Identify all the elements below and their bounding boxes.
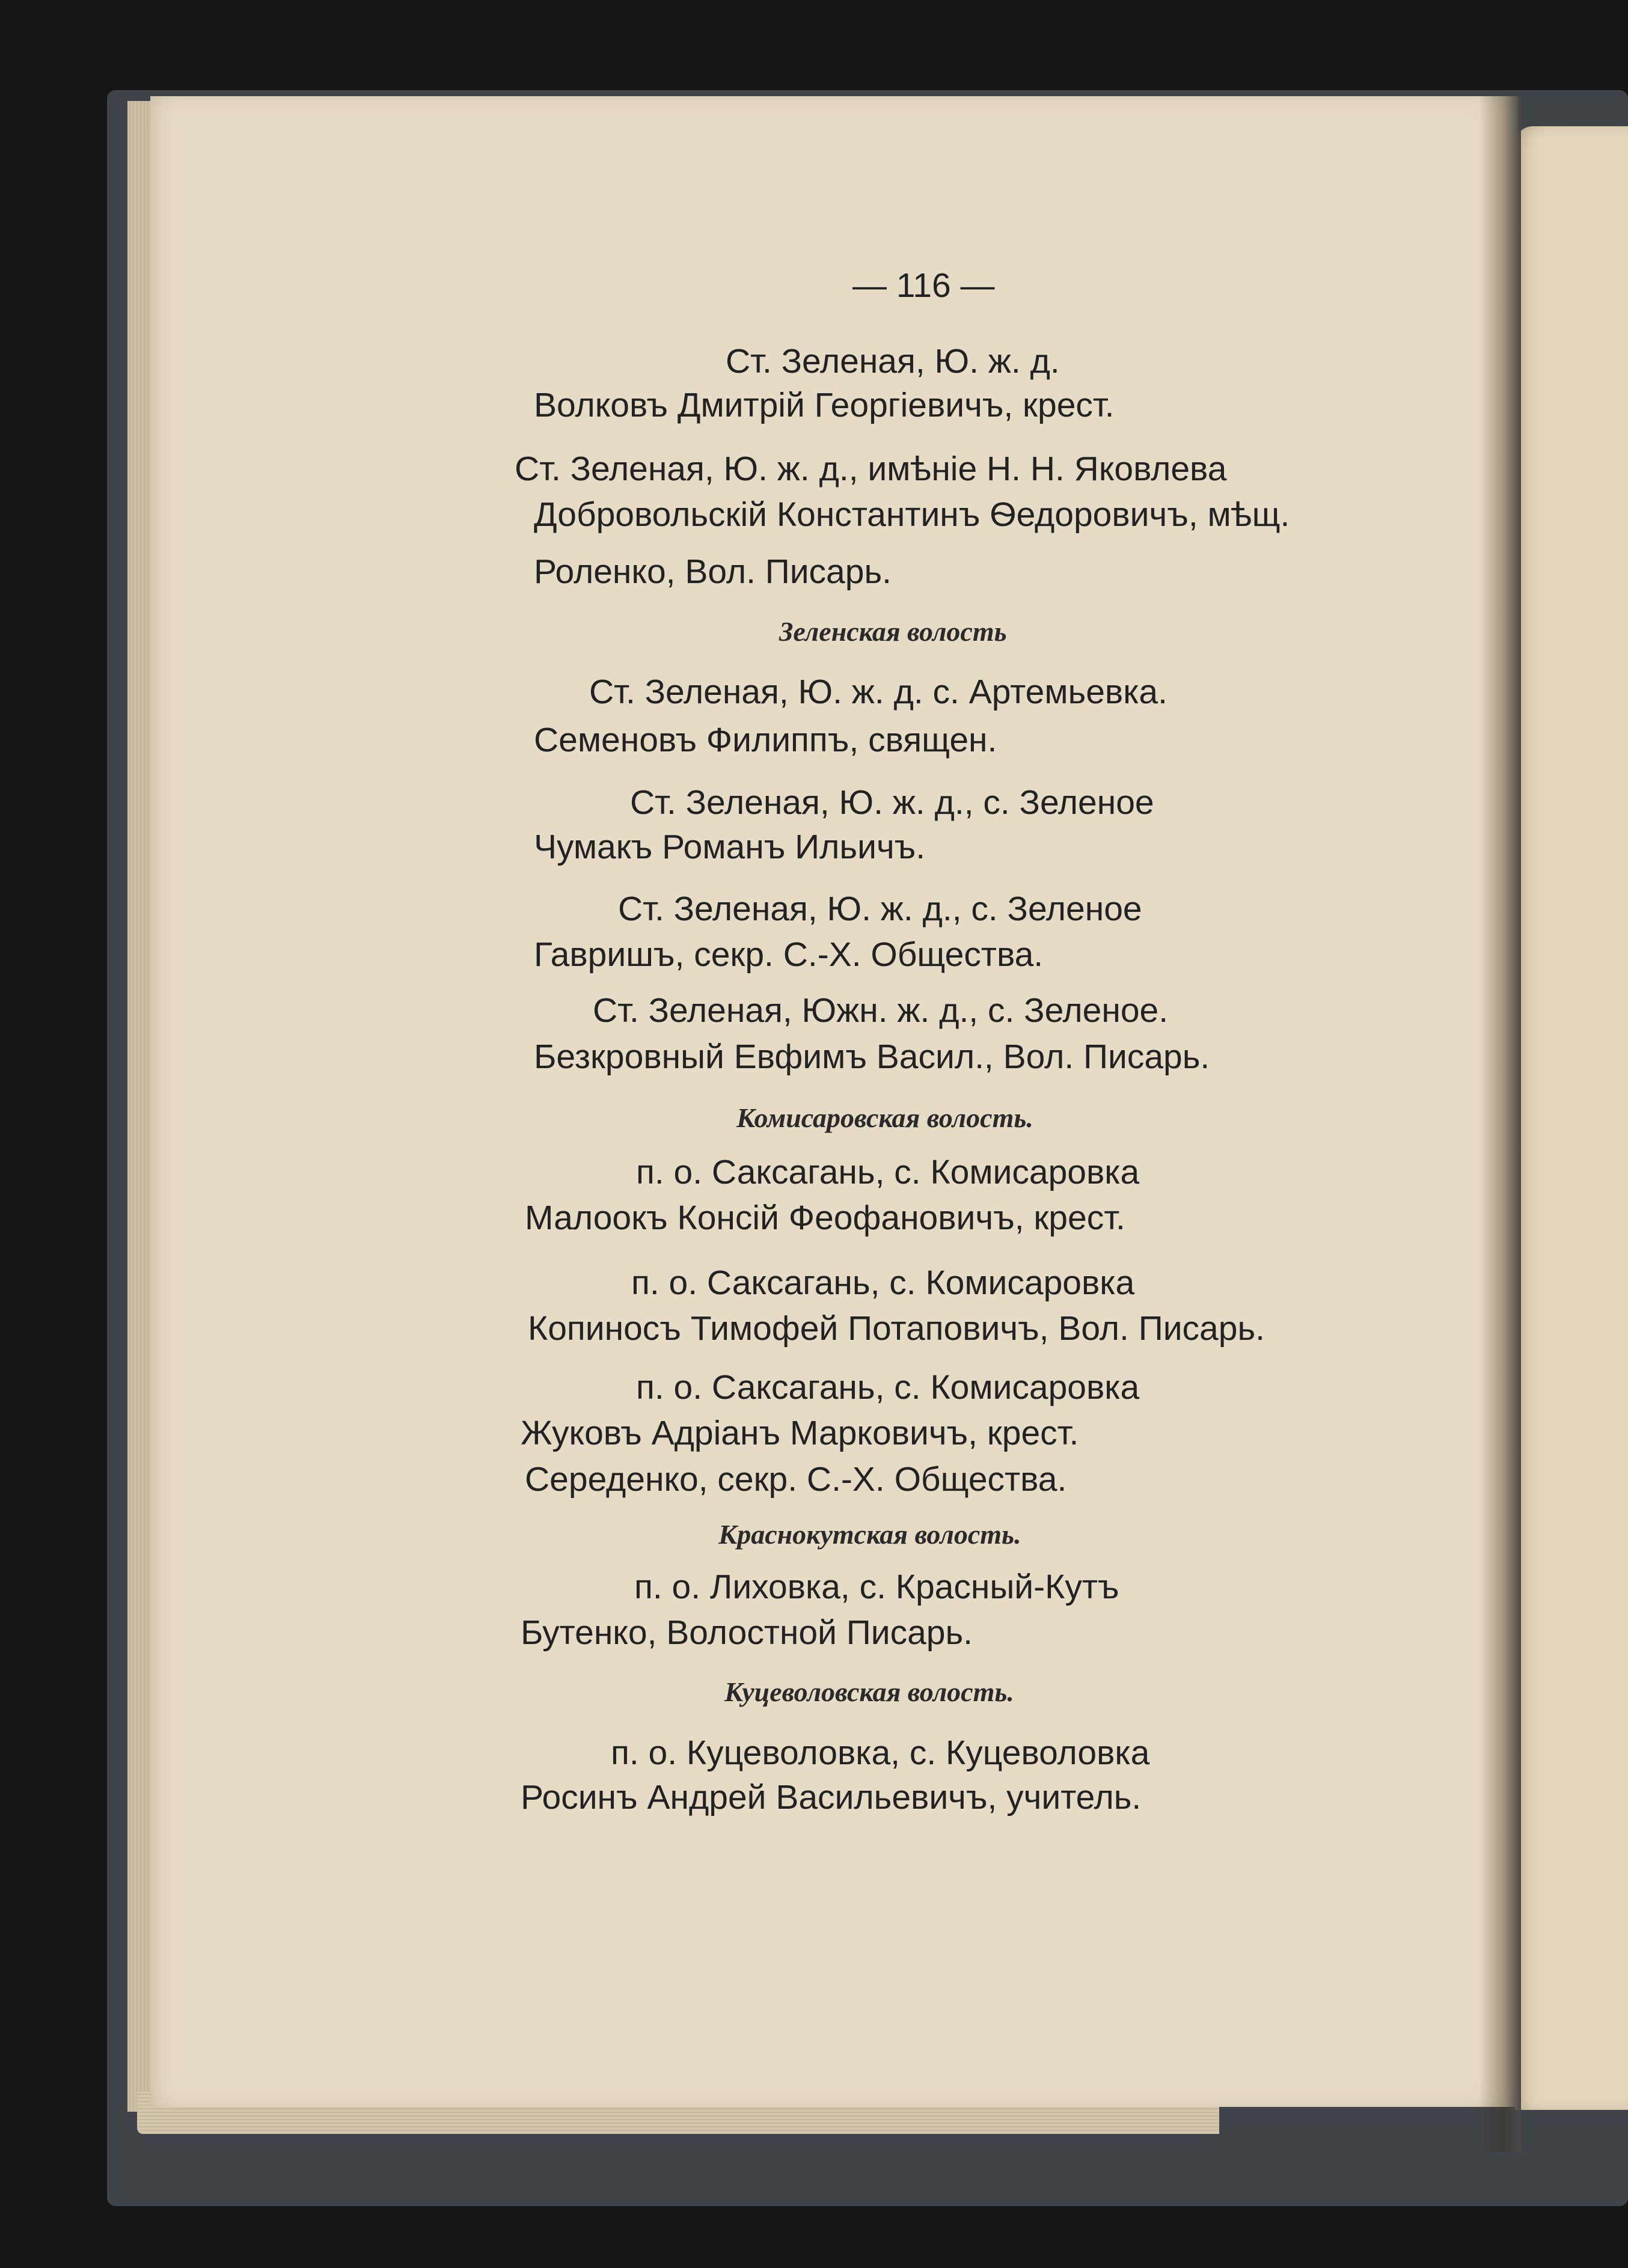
- entry-address: Ст. Зеленая, Южн. ж. д., с. Зеленое.: [593, 991, 1169, 1030]
- section-heading: Краснокутская волость.: [718, 1519, 1021, 1550]
- entry-name: Добровольскій Константинъ Ѳедоровичъ, мѣщ.: [534, 495, 1290, 534]
- entry-name: Семеновъ Филиппъ, священ.: [534, 721, 997, 759]
- entry-address: п. о. Саксагань, с. Комисаровка: [631, 1264, 1135, 1302]
- section-heading: Зеленская волость: [779, 616, 1007, 647]
- entry-address: п. о. Лиховка, с. Красный-Кутъ: [634, 1568, 1119, 1606]
- entry-address: Ст. Зеленая, Ю. ж. д., с. Зеленое: [618, 890, 1142, 928]
- entry-name: Росинъ Андрей Васильевичъ, учитель.: [521, 1778, 1142, 1817]
- page-number: — 116 —: [852, 266, 995, 305]
- entry-name: Малоокъ Консій Феофановичъ, крест.: [525, 1199, 1125, 1237]
- entry-name: Копиносъ Тимофей Потаповичъ, Вол. Писарь.: [528, 1309, 1265, 1348]
- entry-address: Ст. Зеленая, Ю. ж. д.: [726, 342, 1060, 381]
- section-heading: Комисаровская волость.: [736, 1102, 1033, 1133]
- entry-extra: Роленко, Вол. Писарь.: [534, 552, 892, 591]
- entry-name: Безкровный Евфимъ Васил., Вол. Писарь.: [534, 1038, 1210, 1076]
- entry-address: п. о. Куцеволовка, с. Куцеволовка: [611, 1734, 1150, 1772]
- section-heading: Куцеволовская волость.: [724, 1677, 1014, 1707]
- entry-name: Чумакъ Романъ Ильичъ.: [534, 828, 926, 866]
- entry-name: Бутенко, Волостной Писарь.: [521, 1613, 973, 1652]
- facing-page-edge: [1515, 126, 1628, 2110]
- entry-name: Жуковъ Адріанъ Марковичъ, крест.: [521, 1414, 1079, 1452]
- entry-address: Ст. Зеленая, Ю. ж. д., имѣніе Н. Н. Яковлева: [515, 450, 1227, 488]
- entry-name: Волковъ Дмитрій Георгіевичъ, крест.: [534, 386, 1115, 424]
- entry-address: п. о. Саксагань, с. Комисаровка: [636, 1153, 1140, 1191]
- entry-name: Гавришъ, секр. С.-Х. Общества.: [534, 935, 1044, 974]
- entry-extra: Середенко, секр. С.-Х. Общества.: [525, 1460, 1067, 1499]
- entry-address: Ст. Зеленая, Ю. ж. д., с. Зеленое: [630, 783, 1154, 822]
- entry-address: Ст. Зеленая, Ю. ж. д. с. Артемьевка.: [589, 673, 1167, 711]
- page-gutter: [1479, 96, 1521, 2152]
- entry-address: п. о. Саксагань, с. Комисаровка: [636, 1368, 1140, 1407]
